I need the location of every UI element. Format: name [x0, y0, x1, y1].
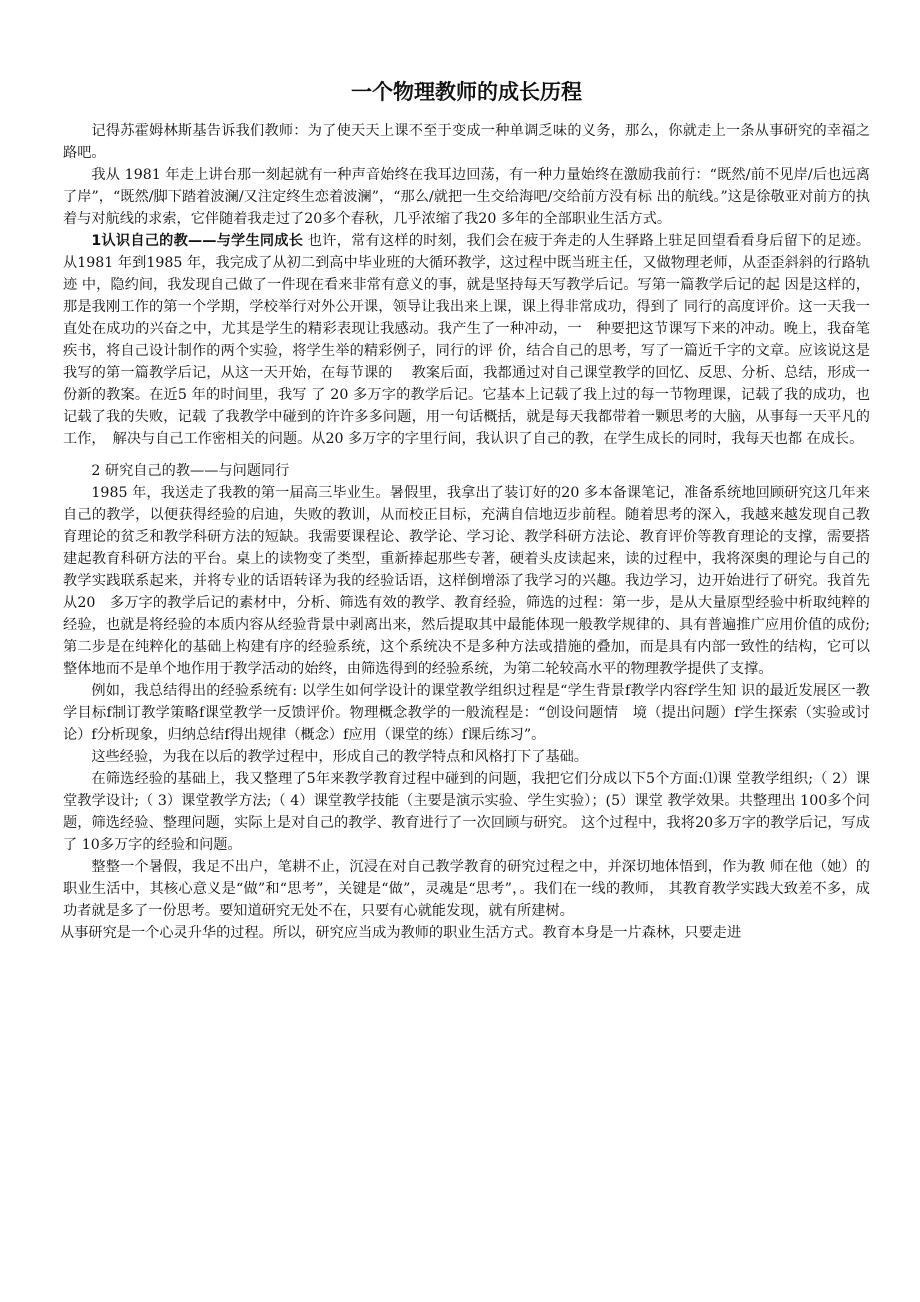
- paragraph-foundation: 这些经验，为我在以后的教学过程中，形成自己的教学特点和风格打下了基础。: [91, 749, 588, 765]
- section-1-heading: 1认识自己的教——与学生同成长: [91, 233, 304, 249]
- section-2-heading: 2 研究自己的教——与问题同行: [91, 463, 290, 479]
- paragraph-1985: 1985 年，我送走了我教的第一届高三毕业生。暑假里，我拿出了装订好的20 多本备课笔记，准备系统地回顾研究这几年来自己的教学，以便获得经验的启迪，失败的教训，从而校正目标，充满自信地迈步前程。随着思考的深入，我越来越发现自己教育理论的贫乏和教学科研方法的短缺。我需要课程论、教学论、学习论、教学科研方法论、教育评价等教育理论的支撑，需要搭建起教育科研方法的平台。桌上的读物变了类型，重新捧起那些专著，硬着头皮读起来，读的过程中，我将深奥的理论与自己的教学实践联系起来，并将专业的话语转译为我的经验话语，这样倒增添了我学习的兴趣。我边学习，边开始进行了研究。我首先从20 多万字的教学后记的素材中，分析、筛选有效的教学、教育经验，筛选的过程：第一步，是从大量原型经验中析取纯粹的经验，也就是将经验的本质内容从经验背景中剥离出来，然后提取其中最能体现一般教学规律的、具有普遍推广应用价值的成份;第二步是在纯粹化的基础上构建有序的经验系统，这个系统决不是多种方法或措施的叠加，而是具有内部一致性的结构，它可以整体地而不是单个地作用于教学活动的始终，由筛选得到的经验系统，为第二轮较高水平的物理教学提供了支撑。: [63, 485, 870, 677]
- paragraph-career-start: 我从 1981 年走上讲台那一刻起就有一种声音始终在我耳边回荡，有一种力量始终在激励我前行：“既然/前不见岸/后也远离了岸”，“既然/脚下踏着波澜/又注定终生恋着波澜”，“那么/就把一生交给海吧/交给前方没有标 出的航线。”这是徐敬亚对前方的执着与对航线的求索，它伴随着我走过了20多个春秋，几乎浓缩了我20 多年的全部职业生活方式。: [63, 167, 870, 227]
- section-1-body: 也许，常有这样的时刻，我们会在疲于奔走的人生驿路上驻足回望看看身后留下的足迹。从1981 年到1985 年，我完成了从初二到高中毕业班的大循环教学，这过程中既当班主任，又做物理老师，从歪歪斜斜的行路轨迹 中，隐约间，我发现自己做了一件现在看来非常有意义的事，就是坚持每天写教学后记。写第一篇教学后记的起 因是这样的，那是我刚工作的第一个学期，学校举行对外公开课，领导让我出来上课，课上得非常成功，得到了 同行的高度评价。这一天我一直处在成功的兴奋之中，尤其是学生的精彩表现让我感动。我产生了一种冲动，一 种要把这节课写下来的冲动。晚上，我奋笔疾书，将自己设计制作的两个实验，将学生举的精彩例子，同行的评 价，结合自己的思考，写了一篇近千字的文章。应该说这是我写的第一篇教学后记，从这一天开始，在每节课的 教案后面，我都通过对自己课堂教学的回忆、反思、分析、总结，形成一份新的教案。在近5 年的时间里，我写 了 20 多万字的教学后记。它基本上记载了我上过的每一节物理课，记载了我的成功，也记载了我的失败，记载 了我教学中碰到的许许多多问题，用一句话概括，就是每天我都带着一颗思考的大脑，从事每一天平凡的工作， 解决与自己工作密相关的问题。从20 多万字的字里行间，我认识了自己的教，在学生成长的同时，我每天也都 在成长。: [63, 233, 871, 447]
- paragraph-problems: 在筛选经验的基础上，我又整理了5年来教学教育过程中碰到的问题，我把它们分成以下5个方面:⑴课 堂教学组织;（ 2）课堂教学设计;（ 3）课堂教学方法;（ 4）课堂教学技能（主要是演示实验、学生实验）；(5）课堂 教学效果。共整理出 100多个问题，筛选经验、整理问题，实际上是对自己的教学、教育进行了一次回顾与研究。 这个过程中，我将20多万字的教学后记，写成了 10多万字的经验和问题。: [63, 771, 870, 853]
- paragraph-summer: 整整一个暑假，我足不出户，笔耕不止，沉浸在对自己教学教育的研究过程之中，并深切地体悟到，作为教 师在他（她）的职业生活中，其核心意义是“做”和“思考”，关键是“做”，灵魂是“思考”，。我们在一线的教师， 其教育教学实践大致差不多，成功者就是多了一份思考。要知道研究无处不在，只要有心就能发现，就有所建树。: [63, 859, 870, 919]
- paragraph-research: 从事研究是一个心灵升华的过程。所以，研究应当成为教师的职业生活方式。教育本身是一片森林，只要走进: [60, 925, 742, 941]
- paragraph-intro-quote: 记得苏霍姆林斯基告诉我们教师：为了使天天上课不至于变成一种单调乏味的义务，那么，你就走上一条从事研究的幸福之路吧。: [63, 123, 870, 161]
- paragraph-example: 例如，我总结得出的经验系统有: 以学生如何学设计的课堂教学组织过程是“学生背景f教学内容f学生知 识的最近发展区一教学目标f制订教学策略f课堂教学一反馈评价。物理概念教学的一般流程是：“创设问题情 境（提出问题）f学生探索（实验或讨论）f分析现象，归纳总结f得出规律（概念）f应用（课堂的练）f课后练习”。: [63, 683, 870, 743]
- document-title: 一个物理教师的成长历程: [351, 80, 582, 104]
- paragraph-section-1: [63, 230, 870, 450]
